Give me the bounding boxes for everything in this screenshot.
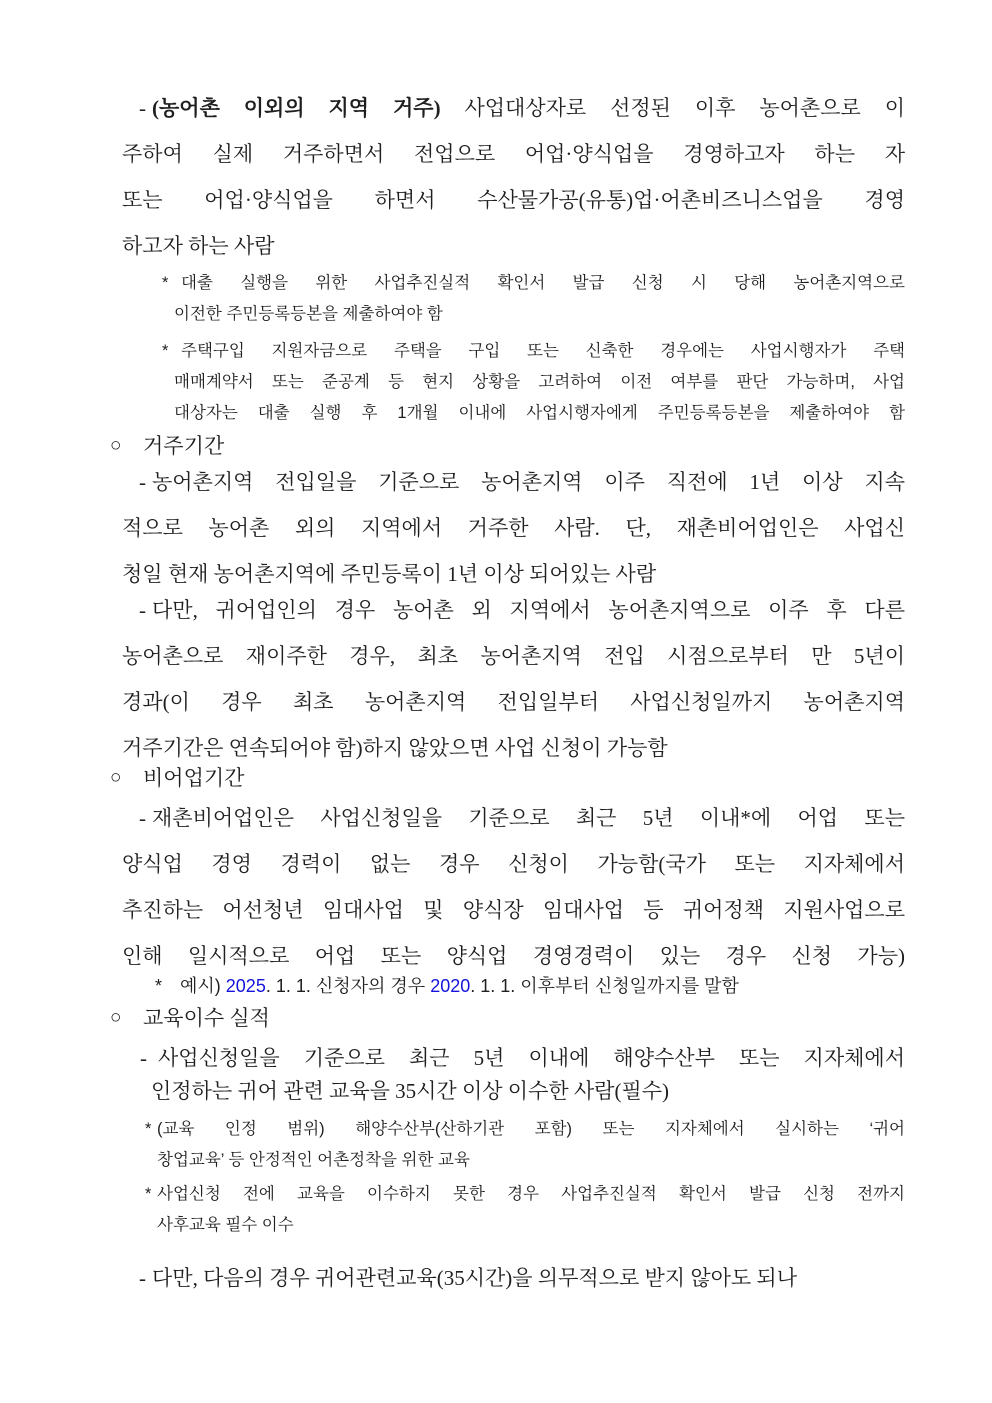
- date-highlight: 2025: [225, 976, 266, 996]
- text-segment: 예시): [180, 976, 226, 996]
- text-segment: . 1. 1. 이후부터 신청일까지를 말함: [470, 976, 739, 996]
- text-segment: 인정하는 귀어 관련 교육을 35시간 이상 이수한 사람(필수): [151, 1079, 670, 1103]
- text-segment: 하고자 하는 사람: [122, 234, 275, 258]
- text-segment: 대상자는 대출 실행 후 1개월 이내에 사업시행자에게 주민등록등본을 제출하여야 함: [174, 404, 905, 422]
- text-line: [143, 995, 905, 1041]
- text-segment: 청일 현재 농어촌지역에 주민등록이 1년 이상 되어있는 사람: [122, 562, 657, 586]
- section-item: [0, 995, 905, 1041]
- text-line: [122, 177, 905, 223]
- text-line: [122, 85, 905, 131]
- text-segment: 인해 일시적으로 어업 또는 양식업 경영경력이 있는 경우 신청 가능): [122, 944, 905, 968]
- sub-item: [0, 795, 905, 979]
- text-segment: 사업대상자로 선정된 이후 농어촌으로 이: [440, 96, 905, 120]
- text-segment: 주택구입 지원자금으로 주택을 구입 또는 신축한 경우에는 사업시행자가 주택: [181, 342, 905, 360]
- text-segment: 대출 실행을 위한 사업추진실적 확인서 발급 신청 시 당해 농어촌지역으로: [181, 274, 905, 292]
- dash-marker: -: [139, 806, 146, 830]
- text-segment: 다만, 귀어업인의 경우 농어촌 외 지역에서 농어촌지역으로 이주 후 다른: [152, 598, 905, 622]
- text-segment: 거주기간은 연속되어야 함)하지 않았으면 사업 신청이 가능함: [122, 736, 668, 760]
- text-line: [122, 679, 905, 725]
- text-line: [151, 1042, 905, 1075]
- asterisk-marker: *: [155, 976, 163, 996]
- text-segment: 농어촌지역 전입일을 기준으로 농어촌지역 이주 직전에 1년 이상 지속: [152, 470, 905, 494]
- dash-marker: -: [139, 470, 146, 494]
- dash-marker: -: [139, 96, 146, 120]
- text-line: [122, 841, 905, 887]
- text-segment: (교육 인정 범위) 해양수산부(산하기관 포함) 또는 지자체에서 실시하는 ‘귀어: [157, 1120, 905, 1138]
- text-segment: 적으로 농어촌 외의 지역에서 거주한 사람. 단, 재촌비어업인은 사업신: [122, 516, 905, 540]
- text-segment: 매매계약서 또는 준공계 등 현지 상황을 고려하여 이전 여부를 판단 가능하며, 사업: [174, 373, 905, 391]
- text-line: [122, 887, 905, 933]
- text-segment: 양식업 경영 경력이 없는 경우 신청이 가능함(국가 또는 지자체에서: [122, 852, 905, 876]
- text-line: [157, 1210, 905, 1241]
- text-line: [174, 268, 905, 299]
- text-segment: . 1. 1. 신청자의 경우: [265, 976, 431, 996]
- text-line: [122, 633, 905, 679]
- circle-bullet-icon: ○: [110, 767, 122, 788]
- circle-bullet-icon: ○: [110, 435, 122, 456]
- text-line: [157, 1114, 905, 1145]
- text-segment: 이전한 주민등록등본을 제출하여야 함: [174, 305, 443, 323]
- date-highlight: 2020: [430, 976, 471, 996]
- text-line: [122, 223, 905, 269]
- note-item: [0, 1179, 905, 1241]
- asterisk-marker: *: [162, 274, 169, 292]
- text-line: [122, 505, 905, 551]
- text-segment: 비어업기간: [143, 766, 245, 790]
- text-line: [122, 587, 905, 633]
- text-segment: 교육이수 실적: [143, 1006, 270, 1030]
- note-item: [0, 336, 905, 429]
- sub-item: [0, 1255, 905, 1301]
- circle-bullet-icon: ○: [110, 1007, 122, 1028]
- sub-item: [0, 85, 905, 269]
- note-item: [0, 1114, 905, 1176]
- asterisk-marker: *: [162, 342, 169, 360]
- text-line: [174, 336, 905, 367]
- sub-item: [0, 587, 905, 771]
- text-segment: 사업신청일을 기준으로 최근 5년 이내에 해양수산부 또는 지자체에서: [158, 1046, 905, 1070]
- note-item: [0, 268, 905, 330]
- text-segment: 또는 어업·양식업을 하면서 수산물가공(유통)업·어촌비즈니스업을 경영: [122, 188, 905, 212]
- text-segment: (농어촌 이외의 지역 거주): [152, 96, 441, 120]
- text-line: [157, 1145, 905, 1176]
- text-line: [151, 1075, 905, 1108]
- text-segment: 사후교육 필수 이수: [157, 1216, 294, 1234]
- dash-marker: -: [139, 598, 146, 622]
- text-segment: 추진하는 어선청년 임대사업 및 양식장 임대사업 등 귀어정책 지원사업으로: [122, 898, 905, 922]
- text-segment: 재촌비어업인은 사업신청일을 기준으로 최근 5년 이내*에 어업 또는: [152, 806, 905, 830]
- sub-item: [0, 1042, 905, 1108]
- text-line: [157, 1179, 905, 1210]
- text-line: [174, 367, 905, 398]
- dash-marker: -: [139, 1266, 146, 1290]
- sub-item: [0, 459, 905, 597]
- text-segment: 경과(이 경우 최초 농어촌지역 전입일부터 사업신청일까지 농어촌지역: [122, 690, 905, 714]
- text-line: [122, 459, 905, 505]
- text-segment: 다만, 다음의 경우 귀어관련교육(35시간)을 의무적으로 받지 않아도 되나: [152, 1266, 797, 1290]
- text-line: [174, 299, 905, 330]
- asterisk-marker: *: [145, 1120, 152, 1138]
- asterisk-marker: *: [145, 1185, 152, 1203]
- text-line: [122, 131, 905, 177]
- text-segment: 주하여 실제 거주하면서 전업으로 어업·양식업을 경영하고자 하는 자: [122, 142, 905, 166]
- text-segment: 농어촌으로 재이주한 경우, 최초 농어촌지역 전입 시점으로부터 만 5년이: [122, 644, 905, 668]
- text-segment: 창업교육’ 등 안정적인 어촌정착을 위한 교육: [157, 1151, 470, 1169]
- dash-marker: -: [140, 1046, 147, 1070]
- text-segment: 사업신청 전에 교육을 이수하지 못한 경우 사업추진실적 확인서 발급 신청 전까지: [157, 1185, 905, 1203]
- text-line: [122, 795, 905, 841]
- text-line: [122, 1255, 905, 1301]
- text-segment: 거주기간: [143, 434, 225, 458]
